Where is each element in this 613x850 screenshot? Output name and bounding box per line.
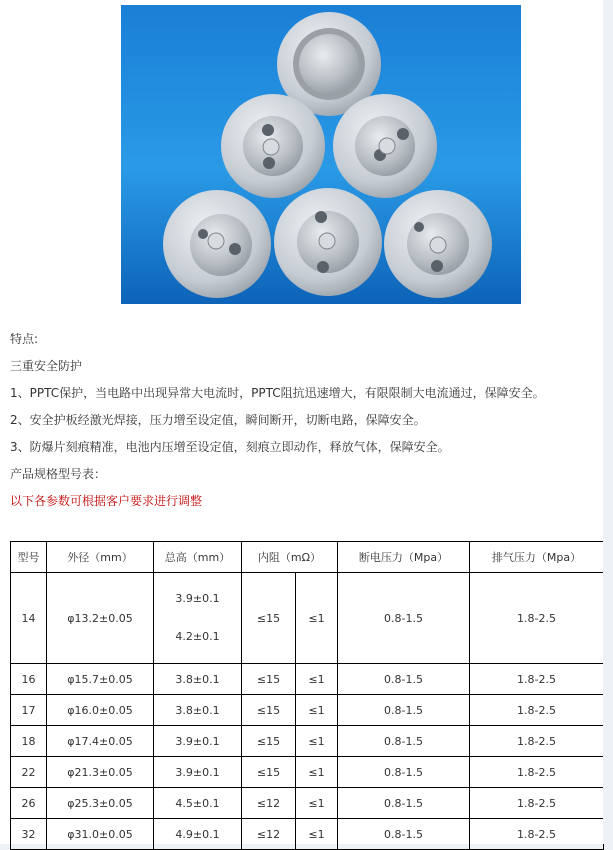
cell-resistance-a: ≤15 (242, 695, 296, 726)
cell-vent-pressure: 1.8-2.5 (470, 788, 604, 819)
cell-resistance-b: ≤1 (296, 573, 338, 664)
cell-vent-pressure: 1.8-2.5 (470, 757, 604, 788)
adjustable-notice: 以下各参数可根据客户要求进行调整 (10, 494, 203, 508)
page-side-gutter (603, 0, 613, 844)
cell-cutoff-pressure: 0.8-1.5 (338, 573, 470, 664)
cap-bottom-middle (274, 188, 382, 296)
cell-vent-pressure: 1.8-2.5 (470, 695, 604, 726)
cell-diameter: φ21.3±0.05 (47, 757, 154, 788)
cell-cutoff-pressure: 0.8-1.5 (338, 788, 470, 819)
cell-height: 4.5±0.1 (154, 788, 242, 819)
cell-vent-pressure: 1.8-2.5 (470, 573, 604, 664)
cell-resistance-a: ≤12 (242, 819, 296, 850)
feature-item: 3、防爆片刻痕精准，电池内压增至设定值，刻痕立即动作，释放气体，保障安全。 (10, 440, 450, 454)
table-caption: 产品规格型号表： (10, 467, 107, 481)
header-cutoff-pressure: 断电压力（Mpa） (338, 542, 470, 573)
header-height: 总高（mm） (154, 542, 242, 573)
features-heading: 特点: (10, 332, 39, 346)
header-model: 型号 (11, 542, 47, 573)
cell-diameter: φ13.2±0.05 (47, 573, 154, 664)
cell-height-value: 3.9±0.1 (175, 592, 220, 605)
cell-model: 22 (11, 757, 47, 788)
cell-height: 4.9±0.1 (154, 819, 242, 850)
cell-resistance-b: ≤1 (296, 788, 338, 819)
spec-table (10, 541, 604, 850)
cell-cutoff-pressure: 0.8-1.5 (338, 726, 470, 757)
table-row (11, 695, 604, 726)
table-row (11, 788, 604, 819)
cell-cutoff-pressure: 0.8-1.5 (338, 695, 470, 726)
header-diameter: 外径（mm） (47, 542, 154, 573)
cell-diameter: φ16.0±0.05 (47, 695, 154, 726)
cell-height: 3.8±0.1 (154, 695, 242, 726)
cell-model: 16 (11, 664, 47, 695)
header-vent-pressure: 排气压力（Mpa） (470, 542, 604, 573)
cell-height: 3.9±0.1 (154, 726, 242, 757)
cell-resistance-b: ≤1 (296, 726, 338, 757)
cell-resistance-b: ≤1 (296, 819, 338, 850)
cell-diameter: φ31.0±0.05 (47, 819, 154, 850)
cell-vent-pressure: 1.8-2.5 (470, 819, 604, 850)
header-resistance: 内阻（mΩ） (242, 542, 338, 573)
cell-resistance-b: ≤1 (296, 695, 338, 726)
cell-cutoff-pressure: 0.8-1.5 (338, 757, 470, 788)
cell-diameter: φ25.3±0.05 (47, 788, 154, 819)
cell-resistance-b: ≤1 (296, 757, 338, 788)
cell-cutoff-pressure: 0.8-1.5 (338, 664, 470, 695)
cell-model: 14 (11, 573, 47, 664)
cell-model: 17 (11, 695, 47, 726)
cell-height: 3.9±0.1 (154, 757, 242, 788)
cell-cutoff-pressure: 0.8-1.5 (338, 819, 470, 850)
cell-vent-pressure: 1.8-2.5 (470, 726, 604, 757)
table-row (11, 819, 604, 850)
cell-resistance-a: ≤15 (242, 726, 296, 757)
cell-diameter: φ17.4±0.05 (47, 726, 154, 757)
feature-item: 1、PPTC保护，当电路中出现异常大电流时，PPTC阻抗迅速增大，有限限制大电流通过，保障安全。 (10, 386, 545, 400)
cell-height-value: 4.2±0.1 (175, 630, 220, 643)
cap-bottom-left (163, 190, 271, 298)
table-row (11, 757, 604, 788)
cell-diameter: φ15.7±0.05 (47, 664, 154, 695)
cell-resistance-b: ≤1 (296, 664, 338, 695)
cell-height (154, 573, 242, 664)
product-photo (121, 5, 521, 304)
table-header-row (11, 542, 604, 573)
table-row (11, 573, 604, 664)
cell-resistance-a: ≤15 (242, 573, 296, 664)
cap-middle-left (221, 94, 325, 198)
cell-model: 32 (11, 819, 47, 850)
cell-model: 18 (11, 726, 47, 757)
cell-resistance-a: ≤12 (242, 788, 296, 819)
cell-resistance-a: ≤15 (242, 664, 296, 695)
cap-middle-right (333, 94, 437, 198)
cell-model: 26 (11, 788, 47, 819)
cell-vent-pressure: 1.8-2.5 (470, 664, 604, 695)
cap-bottom-right (384, 190, 492, 298)
table-row (11, 664, 604, 695)
cell-height: 3.8±0.1 (154, 664, 242, 695)
features-subheading: 三重安全防护 (10, 359, 83, 373)
table-row (11, 726, 604, 757)
feature-item: 2、安全护板经激光焊接，压力增至设定值，瞬间断开，切断电路，保障安全。 (10, 413, 426, 427)
cell-resistance-a: ≤15 (242, 757, 296, 788)
